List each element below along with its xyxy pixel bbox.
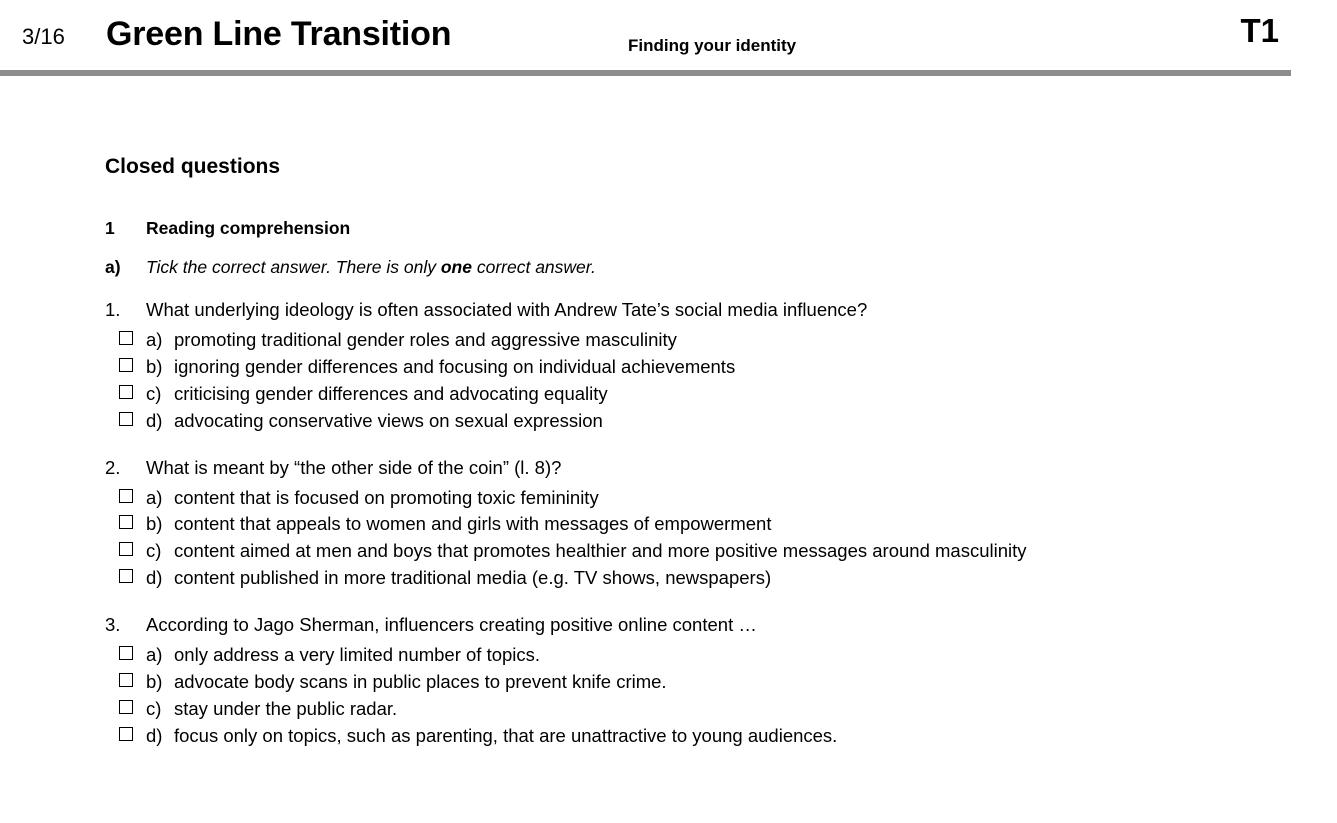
- option-letter: b): [146, 355, 163, 377]
- section-heading: Closed questions: [105, 155, 281, 178]
- option-letter: c): [146, 697, 162, 719]
- option-row[interactable]: [105, 669, 1255, 695]
- checkbox-icon[interactable]: [119, 673, 133, 687]
- option-checkbox-cell[interactable]: [105, 538, 146, 556]
- option-letter: b): [146, 513, 163, 535]
- option-row[interactable]: [105, 565, 1255, 591]
- option-text: criticising gender differences and advocating equality: [174, 382, 608, 404]
- option-list: [105, 327, 1255, 434]
- checkbox-icon[interactable]: [119, 700, 133, 714]
- task-number: 1: [105, 218, 115, 238]
- option-letter: a): [146, 644, 163, 666]
- option-checkbox-cell[interactable]: [105, 696, 146, 714]
- option-row[interactable]: [105, 511, 1255, 537]
- option-text: promoting traditional gender roles and aggressive masculinity: [174, 328, 677, 350]
- question-number: 2.: [105, 456, 121, 478]
- option-text: content aimed at men and boys that promotes healthier and more positive messages around masculinity: [174, 540, 1027, 562]
- document-code: T1: [1240, 12, 1279, 49]
- option-row[interactable]: [105, 408, 1255, 434]
- option-checkbox-cell[interactable]: [105, 485, 146, 503]
- instruction-text-pre: Tick the correct answer. There is only: [146, 257, 441, 277]
- option-text: advocating conservative views on sexual expression: [174, 409, 603, 431]
- option-letter: a): [146, 328, 163, 350]
- question-text: What underlying ideology is often associated with Andrew Tate’s social media influence?: [146, 299, 868, 320]
- option-row[interactable]: [105, 485, 1255, 511]
- option-letter: b): [146, 670, 163, 692]
- option-checkbox-cell[interactable]: [105, 511, 146, 529]
- option-row[interactable]: [105, 723, 1255, 749]
- option-text: ignoring gender differences and focusing on individual achievements: [174, 355, 736, 377]
- option-text: content published in more traditional media (e.g. TV shows, newspapers): [174, 567, 772, 589]
- option-letter: c): [146, 540, 162, 562]
- question-number: 3.: [105, 614, 121, 636]
- checkbox-icon[interactable]: [119, 727, 133, 741]
- document-title: Green Line Transition: [106, 15, 452, 53]
- option-text: content that is focused on promoting toxic femininity: [174, 486, 599, 508]
- option-list: [105, 642, 1255, 749]
- checkbox-icon[interactable]: [119, 412, 133, 426]
- option-checkbox-cell[interactable]: [105, 354, 146, 372]
- option-list: [105, 485, 1255, 592]
- page-number: 3/16: [22, 24, 65, 49]
- option-text: advocate body scans in public places to prevent knife crime.: [174, 670, 667, 692]
- option-checkbox-cell[interactable]: [105, 408, 146, 426]
- question-item: [105, 613, 1255, 749]
- option-checkbox-cell[interactable]: [105, 642, 146, 660]
- option-letter: d): [146, 409, 163, 431]
- question-stem-row: [105, 456, 1255, 481]
- option-row[interactable]: [105, 538, 1255, 564]
- task-label: Reading comprehension: [146, 218, 351, 238]
- option-letter: a): [146, 486, 163, 508]
- instruction-text: [146, 257, 596, 278]
- option-row[interactable]: [105, 696, 1255, 722]
- instruction-text-post: correct answer.: [471, 257, 596, 277]
- checkbox-icon[interactable]: [119, 646, 133, 660]
- checkbox-icon[interactable]: [119, 515, 133, 529]
- question-stem-row: [105, 298, 1255, 323]
- checkbox-icon[interactable]: [119, 569, 133, 583]
- instruction-text-emphasis: one: [440, 257, 472, 277]
- question-item: [105, 298, 1255, 434]
- task-block: [105, 218, 1255, 771]
- header-divider: [0, 70, 1291, 76]
- option-text: focus only on topics, such as parenting, that are unattractive to young audiences.: [174, 724, 838, 746]
- option-checkbox-cell[interactable]: [105, 327, 146, 345]
- question-item: [105, 456, 1255, 592]
- option-text: only address a very limited number of topics.: [174, 644, 541, 666]
- question-text: What is meant by “the other side of the coin” (l. 8)?: [146, 456, 562, 478]
- option-letter: d): [146, 724, 163, 746]
- option-row[interactable]: [105, 327, 1255, 353]
- question-text: According to Jago Sherman, influencers creating positive online content …: [146, 614, 757, 636]
- checkbox-icon[interactable]: [119, 358, 133, 372]
- option-letter: d): [146, 567, 163, 589]
- option-row[interactable]: [105, 354, 1255, 380]
- option-checkbox-cell[interactable]: [105, 669, 146, 687]
- question-number: 1.: [105, 299, 121, 320]
- option-row[interactable]: [105, 642, 1255, 668]
- option-text: stay under the public radar.: [174, 697, 398, 719]
- checkbox-icon[interactable]: [119, 542, 133, 556]
- task-instruction-row: [105, 257, 1255, 278]
- checkbox-icon[interactable]: [119, 331, 133, 345]
- checkbox-icon[interactable]: [119, 385, 133, 399]
- task-title-row: [105, 218, 1255, 239]
- option-text: content that appeals to women and girls with messages of empowerment: [174, 513, 772, 535]
- question-stem-row: [105, 613, 1255, 638]
- question-list: [105, 298, 1255, 749]
- instruction-letter: a): [105, 257, 121, 277]
- option-checkbox-cell[interactable]: [105, 565, 146, 583]
- option-checkbox-cell[interactable]: [105, 723, 146, 741]
- option-letter: c): [146, 382, 162, 404]
- option-row[interactable]: [105, 381, 1255, 407]
- document-subtitle: Finding your identity: [628, 36, 797, 55]
- option-checkbox-cell[interactable]: [105, 381, 146, 399]
- document-header: [0, 0, 1337, 72]
- checkbox-icon[interactable]: [119, 489, 133, 503]
